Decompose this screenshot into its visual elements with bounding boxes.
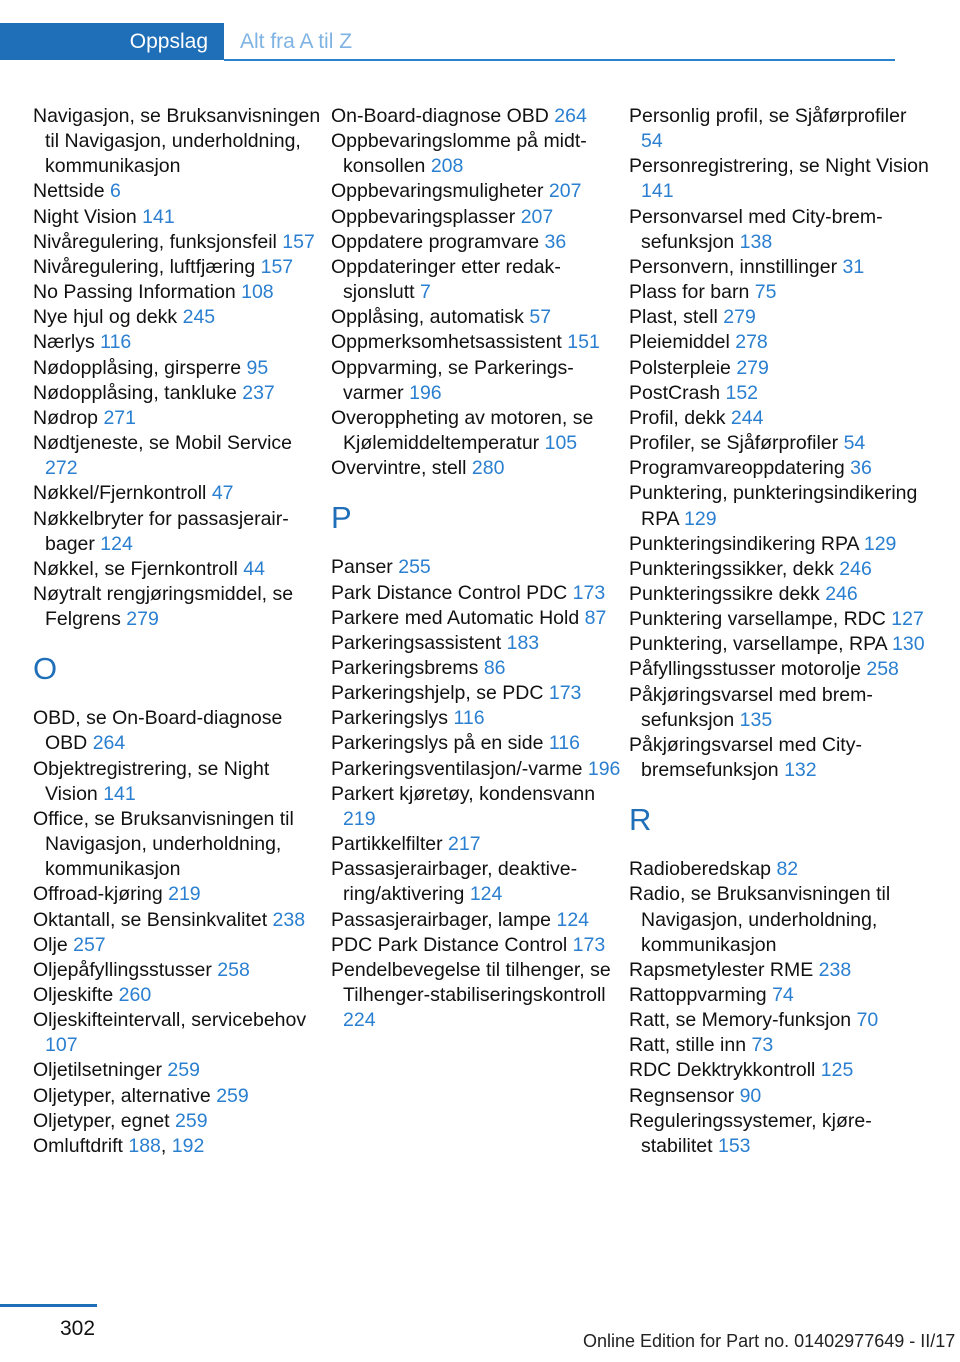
page-reference-link[interactable]: 153 xyxy=(717,1134,751,1157)
index-entry-text: Plast, stell xyxy=(629,306,718,329)
index-entry-text: Reguleringssystemer, kjørestabilitet xyxy=(629,1109,872,1157)
page-reference-link[interactable]: 47 xyxy=(211,482,234,505)
page-reference-link[interactable]: 246 xyxy=(825,582,858,605)
page-reference-link[interactable]: 192 xyxy=(171,1134,205,1157)
index-entry-text: Parkeringsventilasjon/-varme xyxy=(331,757,583,780)
index-entry-text: Nærlys xyxy=(33,331,95,354)
index-entry-text: Parkeringslys på en side xyxy=(331,732,544,755)
index-entry-text: Overvintre, stell xyxy=(331,457,467,480)
tab-oppslag[interactable]: Oppslag xyxy=(0,23,224,60)
index-entry xyxy=(33,381,323,406)
index-entry xyxy=(629,406,929,431)
index-entry xyxy=(331,255,621,305)
index-entry xyxy=(629,305,929,330)
index-entry-text: OBD, se On-Board-diagnose OBD xyxy=(33,707,283,755)
page-reference-link[interactable]: 278 xyxy=(735,331,768,354)
index-entry xyxy=(629,1084,929,1109)
index-entry xyxy=(331,129,621,179)
index-entry-text: PDC Park Distance Control xyxy=(331,933,568,956)
page-reference-link[interactable]: 258 xyxy=(217,958,250,981)
index-entry xyxy=(331,104,621,129)
index-entry xyxy=(629,733,929,783)
index-entry xyxy=(331,606,621,631)
index-entry xyxy=(33,179,323,204)
index-entry-text: Personregistrering, se Night Vision xyxy=(629,155,929,178)
page-reference-link[interactable]: 87 xyxy=(584,606,607,629)
page-reference-link[interactable]: 219 xyxy=(343,807,376,830)
index-entry xyxy=(331,179,621,204)
index-entry xyxy=(33,205,323,230)
index-entry-text: Punktering varsellampe, RDC xyxy=(629,608,886,631)
page-reference-link[interactable]: 116 xyxy=(453,707,485,730)
index-entry-text: Parkeringslys xyxy=(331,707,449,730)
index-entry-text: Plass for barn xyxy=(629,281,750,304)
index-entry xyxy=(629,683,929,733)
index-entry xyxy=(331,205,621,230)
page-reference-link[interactable]: 207 xyxy=(520,205,554,228)
index-entry-text: On-Board-diagnose OBD xyxy=(331,105,549,127)
page-reference-link[interactable]: 272 xyxy=(45,457,78,480)
page-reference-link[interactable]: 258 xyxy=(866,658,899,681)
index-entry xyxy=(629,857,929,882)
index-entry xyxy=(33,882,323,907)
top-navigation xyxy=(0,23,895,60)
index-entry-text: Påfyllingsstusser motorolje xyxy=(629,658,861,681)
index-entry-text: Punkteringsindikering RPA xyxy=(629,532,859,555)
page-reference-link[interactable]: 196 xyxy=(409,381,442,404)
index-entry-text: Parkert kjøretøy, kondensvann xyxy=(331,782,596,805)
page-reference-link[interactable]: 279 xyxy=(723,306,756,329)
index-entry-text: Opplåsing, automatisk xyxy=(331,306,524,329)
page-reference-link[interactable]: 124 xyxy=(556,908,590,931)
index-entry-text: Oljepåfyllingsstusser xyxy=(33,958,212,981)
index-entry-text: Personvarsel med City-bremsefunksjon xyxy=(629,205,883,253)
index-entry xyxy=(331,782,621,832)
index-entry xyxy=(331,706,621,731)
page-reference-link[interactable]: 264 xyxy=(92,732,126,755)
index-entry xyxy=(33,557,323,582)
index-entry xyxy=(331,631,621,656)
index-entry xyxy=(33,706,323,756)
index-entry-text: Parkeringsassistent xyxy=(331,631,502,654)
page-reference-link[interactable]: 70 xyxy=(856,1009,879,1032)
index-entry xyxy=(331,305,621,330)
page-reference-link[interactable]: 173 xyxy=(548,682,582,705)
index-entry-text: No Passing Information xyxy=(33,281,236,304)
index-entry xyxy=(629,1033,929,1058)
index-entry-text: RDC Dekktrykkontroll xyxy=(629,1059,816,1082)
index-entry xyxy=(331,656,621,681)
index-entry-text: Pendelbevegelse til tilhenger, se Tilhenger-stabiliseringskontroll xyxy=(331,958,611,1006)
index-entry xyxy=(33,280,323,305)
index-entry-text: Oktantall, se Bensinkvalitet xyxy=(33,908,268,931)
index-entry-text: Profiler, se Sjåførprofiler xyxy=(629,432,839,455)
index-entry xyxy=(331,555,621,580)
index-entry-text: Objektregistrering, se Night Vision xyxy=(33,757,270,805)
index-entry-text: Omluftdrift xyxy=(33,1134,123,1157)
index-entry-text: Personlig profil, se Sjåførprofiler xyxy=(629,105,907,127)
page-reference-link[interactable]: 129 xyxy=(863,532,897,555)
page-reference-link[interactable]: 31 xyxy=(842,255,865,278)
header-divider xyxy=(224,59,895,61)
index-entry-text: Rapsmetylester RME xyxy=(629,958,814,981)
page-reference-link[interactable]: 152 xyxy=(725,381,759,404)
index-entry-text: Oppvarming, se Parkeringsvarmer xyxy=(331,356,574,404)
index-entry xyxy=(33,406,323,431)
index-entry xyxy=(33,507,323,557)
page-reference-link[interactable]: 36 xyxy=(544,230,567,253)
index-entry-text: Passasjerairbager, deaktivering/aktivering xyxy=(331,858,578,906)
page-reference-link[interactable]: 238 xyxy=(818,958,852,981)
index-entry xyxy=(33,1008,323,1058)
index-entry-text: Navigasjon, se Bruksanvisningen til Navigasjon, underholdning, kommunikasjon xyxy=(33,105,321,178)
page-number: 302 xyxy=(60,1317,96,1340)
index-entry xyxy=(629,983,929,1008)
index-entry-text: Punkteringssikker, dekk xyxy=(629,557,834,580)
index-entry xyxy=(331,356,621,406)
index-entry-text: Nødtjeneste, se Mobil Service xyxy=(33,432,293,455)
index-entry-text: Passasjerairbager, lampe xyxy=(331,908,552,931)
index-entry-text: Nøkkel/Fjernkontroll xyxy=(33,482,207,505)
index-entry-text: Offroad-kjøring xyxy=(33,883,163,906)
page-reference-link[interactable]: 54 xyxy=(843,432,866,455)
page-reference-link[interactable]: 141 xyxy=(142,205,175,228)
page-reference-link[interactable]: 7 xyxy=(419,281,431,304)
index-entry xyxy=(629,1058,929,1083)
index-entry xyxy=(33,983,323,1008)
index-entry xyxy=(629,381,929,406)
index-entry: Omluftdrift 188, 192 xyxy=(33,1134,205,1157)
index-entry-text: Partikkelfilter xyxy=(331,833,443,856)
index-entry xyxy=(629,330,929,355)
index-entry xyxy=(331,933,621,958)
page-reference-link[interactable]: 57 xyxy=(529,306,552,329)
page-reference-link[interactable]: 173 xyxy=(572,581,606,604)
index-entry-text: Nøkkelbryter for passasjerairbager xyxy=(33,507,289,555)
index-entry-text: Punktering, punkteringsindikering RPA xyxy=(629,482,918,530)
page-reference-link[interactable]: 279 xyxy=(126,608,159,631)
page-reference-link[interactable]: 238 xyxy=(272,908,306,931)
index-entry-text: Olje xyxy=(33,933,68,956)
index-entry xyxy=(629,657,929,682)
index-entry xyxy=(629,882,929,957)
index-entry xyxy=(629,456,929,481)
page-reference-link[interactable]: 130 xyxy=(892,633,925,656)
page-reference-link[interactable]: 219 xyxy=(168,883,201,906)
index-entry-text: Oljetilsetninger xyxy=(33,1059,162,1082)
index-entry-text: Office, se Bruksanvisningen til Navigasjon, underholdning, kommunikasjon xyxy=(33,807,294,881)
index-entry xyxy=(629,632,929,657)
page-reference-link[interactable]: 116 xyxy=(100,331,132,354)
index-entry-text: Oljeskifteintervall, servicebehov xyxy=(33,1009,307,1032)
index-entry xyxy=(331,330,621,355)
index-entry xyxy=(331,832,621,857)
page-reference-link[interactable]: 244 xyxy=(730,406,764,429)
index-entry xyxy=(629,1008,929,1033)
index-entry-text: Polsterpleie xyxy=(629,356,731,379)
page-reference-link[interactable]: 95 xyxy=(246,356,269,379)
page-reference-link[interactable]: 157 xyxy=(282,230,315,253)
page-reference-link[interactable]: 74 xyxy=(772,984,794,1006)
index-column-1 xyxy=(33,104,323,1159)
page-reference-link[interactable]: 141 xyxy=(103,782,136,805)
page-reference-link[interactable]: 108 xyxy=(241,281,274,304)
index-entry xyxy=(629,1109,929,1159)
index-entry xyxy=(33,582,323,632)
page-reference-link[interactable]: 207 xyxy=(548,180,582,203)
index-entry xyxy=(33,807,323,882)
page-reference-link[interactable]: 138 xyxy=(739,230,773,253)
index-entry-text: Påkjøringsvarsel med bremsefunksjon xyxy=(629,683,873,731)
index-entry xyxy=(331,230,621,255)
page-reference-link[interactable]: 127 xyxy=(891,608,924,631)
page-reference-link[interactable]: 245 xyxy=(182,306,216,329)
page-reference-link[interactable]: 116 xyxy=(548,732,580,755)
page-reference-link[interactable]: 259 xyxy=(175,1109,208,1132)
index-entry xyxy=(629,280,929,305)
index-entry-text: Ratt, se Memory-funksjon xyxy=(629,1009,852,1032)
page-reference-link[interactable]: 73 xyxy=(751,1034,774,1057)
index-entry-text: Radioberedskap xyxy=(629,858,772,881)
index-entry-text: Personvern, innstillinger xyxy=(629,255,838,278)
index-entry-text: Oppbevaringsmuligheter xyxy=(331,180,544,203)
page-reference-link[interactable]: 260 xyxy=(118,984,152,1006)
index-entry-text: Oljetyper, egnet xyxy=(33,1109,170,1132)
page-reference-link[interactable]: 237 xyxy=(242,381,275,404)
index-entry-text: Radio, se Bruksanvisningen til Navigasjon, underholdning, kommunikasjon xyxy=(629,883,891,956)
page-reference-link[interactable]: 183 xyxy=(506,631,540,654)
index-entry-text: Pleiemiddel xyxy=(629,331,730,354)
index-entry xyxy=(33,230,323,255)
index-entry xyxy=(629,255,929,280)
index-entry-text: Nivåregulering, funksjonsfeil xyxy=(33,230,277,253)
index-entry-text: Parkere med Automatic Hold xyxy=(331,606,580,629)
index-entry-text: Punkteringssikre dekk xyxy=(629,582,820,605)
page-reference-link[interactable]: 90 xyxy=(739,1084,762,1107)
page-reference-link[interactable]: 264 xyxy=(554,105,587,127)
index-entry xyxy=(331,456,621,481)
page-reference-link[interactable]: 141 xyxy=(641,180,674,203)
index-entry-text: Programvareoppdatering xyxy=(629,457,845,480)
page-reference-link[interactable]: 124 xyxy=(469,883,503,906)
index-entry xyxy=(629,356,929,381)
page-reference-link[interactable]: 259 xyxy=(167,1059,200,1082)
index-entry xyxy=(33,958,323,983)
page-reference-link[interactable]: 75 xyxy=(754,281,777,304)
index-entry-text: Overoppheting av motoren, se Kjølemiddeltemperatur xyxy=(331,406,594,455)
index-entry-text: Oppdateringer etter redaksjonslutt xyxy=(331,255,561,304)
index-entry xyxy=(629,205,929,255)
index-entry-text: Oppmerksomhetsassistent xyxy=(331,331,562,354)
index-entry xyxy=(331,406,621,456)
index-entry xyxy=(33,933,323,958)
index-entry-text: Oppbevaringslomme på midtkonsollen xyxy=(331,130,587,178)
index-entry-text: Oljeskifte xyxy=(33,984,114,1006)
page-reference-link[interactable]: 257 xyxy=(73,933,106,956)
index-entry-text: Oppbevaringsplasser xyxy=(331,205,516,228)
index-entry xyxy=(33,104,323,179)
index-entry xyxy=(331,731,621,756)
page-reference-link[interactable]: 125 xyxy=(820,1059,854,1082)
index-entry-text: Nødopplåsing, tankluke xyxy=(33,381,237,404)
index-entry xyxy=(33,1109,323,1134)
page-reference-link[interactable]: 259 xyxy=(216,1084,249,1107)
index-entry xyxy=(629,481,929,531)
index-entry xyxy=(33,908,323,933)
page-reference-link[interactable]: 82 xyxy=(776,858,799,881)
index-entry-text: Nødrop xyxy=(33,406,99,429)
index-entry xyxy=(331,581,621,606)
index-entry xyxy=(33,481,323,506)
index-entry xyxy=(33,330,323,355)
index-entry xyxy=(331,757,621,782)
index-entry xyxy=(33,255,323,280)
page-reference-link[interactable]: 105 xyxy=(544,432,578,455)
index-entry-text: Rattoppvarming xyxy=(629,984,767,1006)
tab-alt-fra-a-til-z[interactable]: Alt fra A til Z xyxy=(240,30,353,53)
page-reference-link[interactable]: 135 xyxy=(739,708,773,731)
page-reference-link[interactable]: 107 xyxy=(45,1034,78,1057)
page-reference-link[interactable]: 54 xyxy=(641,130,663,153)
index-entry-text: Nødopplåsing, girsperre xyxy=(33,356,242,379)
page-reference-link[interactable]: 86 xyxy=(483,656,506,679)
index-entry xyxy=(629,532,929,557)
page-reference-link[interactable]: 271 xyxy=(103,406,136,429)
index-entry-text: Night Vision xyxy=(33,205,137,228)
index-entry-text: Ratt, stille inn xyxy=(629,1034,747,1057)
index-entry-text: Nettside xyxy=(33,180,105,203)
index-entry-text: Profil, dekk xyxy=(629,406,726,429)
index-entry-text: Park Distance Control PDC xyxy=(331,581,568,604)
page-reference-link[interactable]: 36 xyxy=(850,457,872,480)
index-entry-text: Regnsensor xyxy=(629,1084,735,1107)
page-reference-link[interactable]: 157 xyxy=(260,255,294,278)
index-entry-text: Nøkkel, se Fjernkontroll xyxy=(33,557,238,580)
index-entry xyxy=(629,607,929,632)
page-reference-link[interactable]: 246 xyxy=(839,557,872,580)
index-entry-text: Nøytralt rengjøringsmiddel, se Felgrens xyxy=(33,582,294,631)
index-entry xyxy=(33,305,323,330)
index-entry xyxy=(629,431,929,456)
index-entry xyxy=(629,154,929,204)
index-entry-text: Panser xyxy=(331,556,393,579)
page-reference-link[interactable]: 279 xyxy=(736,356,769,379)
page-reference-link[interactable]: 44 xyxy=(243,557,265,580)
section-letter: R xyxy=(629,802,652,838)
page-reference-link[interactable]: 255 xyxy=(398,556,431,579)
edition-note: Online Edition for Part no. 01402977649 - II/17 xyxy=(583,1331,956,1351)
index-entry xyxy=(629,958,929,983)
page-reference-link[interactable]: 6 xyxy=(109,180,121,203)
page-reference-link[interactable]: 173 xyxy=(572,933,606,956)
page-reference-link[interactable]: 132 xyxy=(784,759,817,782)
footer-rule xyxy=(0,1304,97,1307)
index-entry xyxy=(331,958,621,1033)
index-entry xyxy=(629,557,929,582)
index-entry-text: Nivåregulering, luftfjæring xyxy=(33,255,256,278)
index-entry xyxy=(629,104,929,154)
page-reference-link[interactable]: 208 xyxy=(430,155,464,178)
index-entry-text: PostCrash xyxy=(629,381,721,404)
page-reference-link[interactable]: 124 xyxy=(100,532,133,555)
index-entry-text: Nye hjul og dekk xyxy=(33,306,178,329)
index-entry-text: Påkjøringsvarsel med City-bremsefunksjon xyxy=(629,733,862,782)
index-entry xyxy=(33,356,323,381)
index-entry xyxy=(33,1084,323,1109)
index-entry-text: Parkeringsbrems xyxy=(331,656,479,679)
page-reference-link[interactable]: 280 xyxy=(471,457,505,480)
page-reference-link[interactable]: 224 xyxy=(343,1009,376,1032)
index-entry xyxy=(33,757,323,807)
index-entry xyxy=(331,908,621,933)
section-letter: P xyxy=(331,500,352,536)
page-reference-link[interactable]: 196 xyxy=(587,757,621,780)
index-entry-text: Oppdatere programvare xyxy=(331,230,540,253)
index-entry xyxy=(629,582,929,607)
index-entry-text: Parkeringshjelp, se PDC xyxy=(331,682,544,705)
page-reference-link[interactable]: 217 xyxy=(448,833,481,856)
index-entry xyxy=(33,431,323,481)
page-reference-link[interactable]: 129 xyxy=(684,507,717,530)
index-entry xyxy=(33,1058,323,1083)
page-reference-link[interactable]: 188 xyxy=(128,1134,161,1157)
index-entry xyxy=(331,857,621,907)
page-reference-link[interactable]: 151 xyxy=(567,331,600,354)
index-column-3 xyxy=(629,104,929,1159)
index-column-2 xyxy=(331,104,621,1033)
index-entry xyxy=(331,681,621,706)
index-entry-text: Punktering, varsellampe, RPA xyxy=(629,633,887,656)
index-entry-text: Oljetyper, alternative xyxy=(33,1084,211,1107)
section-letter: O xyxy=(33,651,58,687)
